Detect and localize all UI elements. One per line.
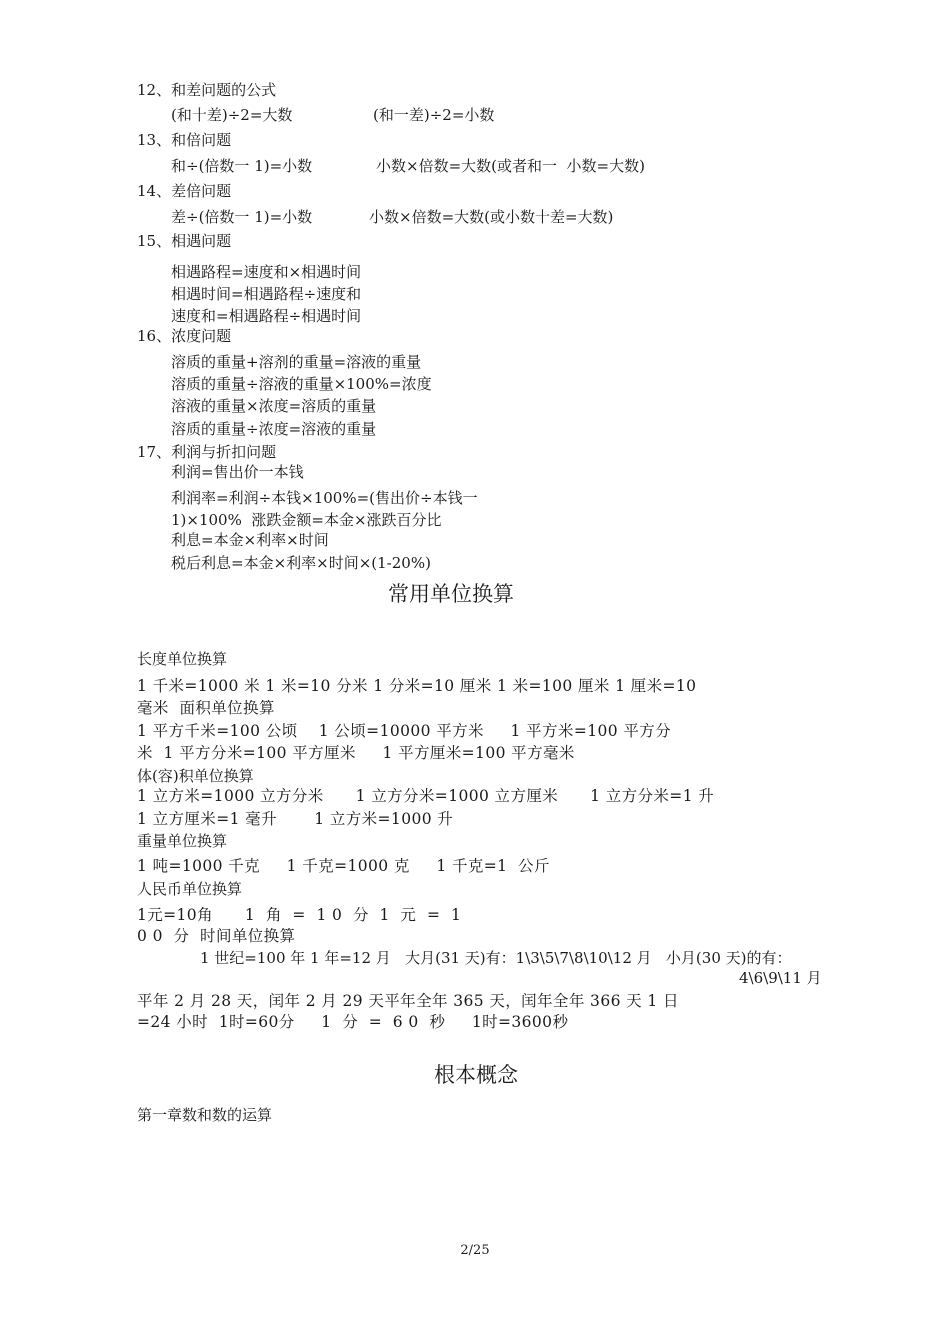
formula-line: 税后利息=本金×利率×时间×(1-20%) — [171, 554, 431, 572]
conversion-line: 1 平方千米=100 公顷 1 公顷=10000 平方米 1 平方米=100 平方分 — [137, 722, 672, 740]
section-14-title: 14、差倍问题 — [137, 182, 232, 200]
money-title: 人民币单位换算 — [137, 880, 243, 898]
formula-line: 利息=本金×利率×时间 — [171, 531, 329, 549]
formula-line: (和一差)÷2=小数 — [373, 106, 495, 124]
conversion-line: 0 0 分 时间单位换算 — [137, 927, 296, 945]
formula-line: 和÷(倍数一 1)=小数 — [171, 157, 313, 175]
conversion-line: =24 小时 1时=60分 1 分 = 6 0 秒 1时=3600秒 — [137, 1013, 569, 1031]
formula-line: 利润=售出价一本钱 — [171, 463, 304, 481]
formula-line: 溶质的重量÷溶液的重量×100%=浓度 — [171, 375, 432, 393]
formula-line: 相遇路程=速度和×相遇时间 — [171, 263, 362, 281]
length-title: 长度单位换算 — [137, 650, 228, 668]
formula-line: 溶质的重量÷浓度=溶液的重量 — [171, 420, 377, 438]
formula-line: 差÷(倍数一 1)=小数 — [171, 208, 313, 226]
section-17-title: 17、利润与折扣问题 — [137, 443, 277, 461]
conversion-line: 1元=10角 1 角 = 1 0 分 1 元 = 1 — [137, 906, 462, 924]
conversion-line: 平年 2 月 28 天，闰年 2 月 29 天平年全年 365 天，闰年全年 366 天 1 日 — [137, 992, 679, 1010]
conversion-line: 1 世纪=100 年 1 年=12 月 大月(31 天)有：1\3\5\7\8\10\12 月 小月(30 天)的有： — [200, 949, 792, 967]
formula-line: 小数×倍数=大数(或小数十差=大数) — [369, 208, 614, 226]
chapter-title: 第一章数和数的运算 — [137, 1106, 273, 1124]
formula-line: 速度和=相遇路程÷相遇时间 — [171, 307, 362, 325]
weight-title: 重量单位换算 — [137, 832, 228, 850]
conversion-line: 4\6\9\11 月 — [739, 969, 822, 987]
volume-title: 体(容)积单位换算 — [137, 767, 254, 785]
section-16-title: 16、浓度问题 — [137, 327, 232, 345]
section-15-title: 15、相遇问题 — [137, 232, 232, 250]
conversion-line: 1 吨=1000 千克 1 千克=1000 克 1 千克=1 公斤 — [137, 857, 550, 875]
page-number: 2/25 — [460, 1243, 490, 1258]
formula-line: 1)×100% 涨跌金额=本金×涨跌百分比 — [171, 511, 442, 529]
section-13-title: 13、和倍问题 — [137, 131, 232, 149]
conversion-line: 1 立方厘米=1 毫升 1 立方米=1000 升 — [137, 810, 454, 828]
formula-line: 利润率=利润÷本钱×100%=(售出价÷本钱一 — [171, 489, 478, 507]
conversion-line: 1 千米=1000 米 1 米=10 分米 1 分米=10 厘米 1 米=100 厘米 1 厘米=10 — [137, 677, 697, 695]
formula-line: 相遇时间=相遇路程÷速度和 — [171, 285, 362, 303]
formula-line: 溶液的重量×浓度=溶质的重量 — [171, 397, 377, 415]
conversion-line: 米 1 平方分米=100 平方厘米 1 平方厘米=100 平方毫米 — [137, 744, 575, 762]
formula-line: 溶质的重量+溶剂的重量=溶液的重量 — [171, 353, 422, 371]
formula-line: (和十差)÷2=大数 — [171, 106, 293, 124]
formula-line: 小数×倍数=大数(或者和一 小数=大数) — [376, 157, 645, 175]
conversion-line: 毫米 面积单位换算 — [137, 699, 275, 717]
section-12-title: 12、和差问题的公式 — [137, 81, 277, 99]
concepts-heading: 根本概念 — [434, 1063, 518, 1087]
conversion-line: 1 立方米=1000 立方分米 1 立方分米=1000 立方厘米 1 立方分米=1 升 — [137, 787, 715, 805]
units-heading: 常用单位换算 — [388, 582, 514, 606]
